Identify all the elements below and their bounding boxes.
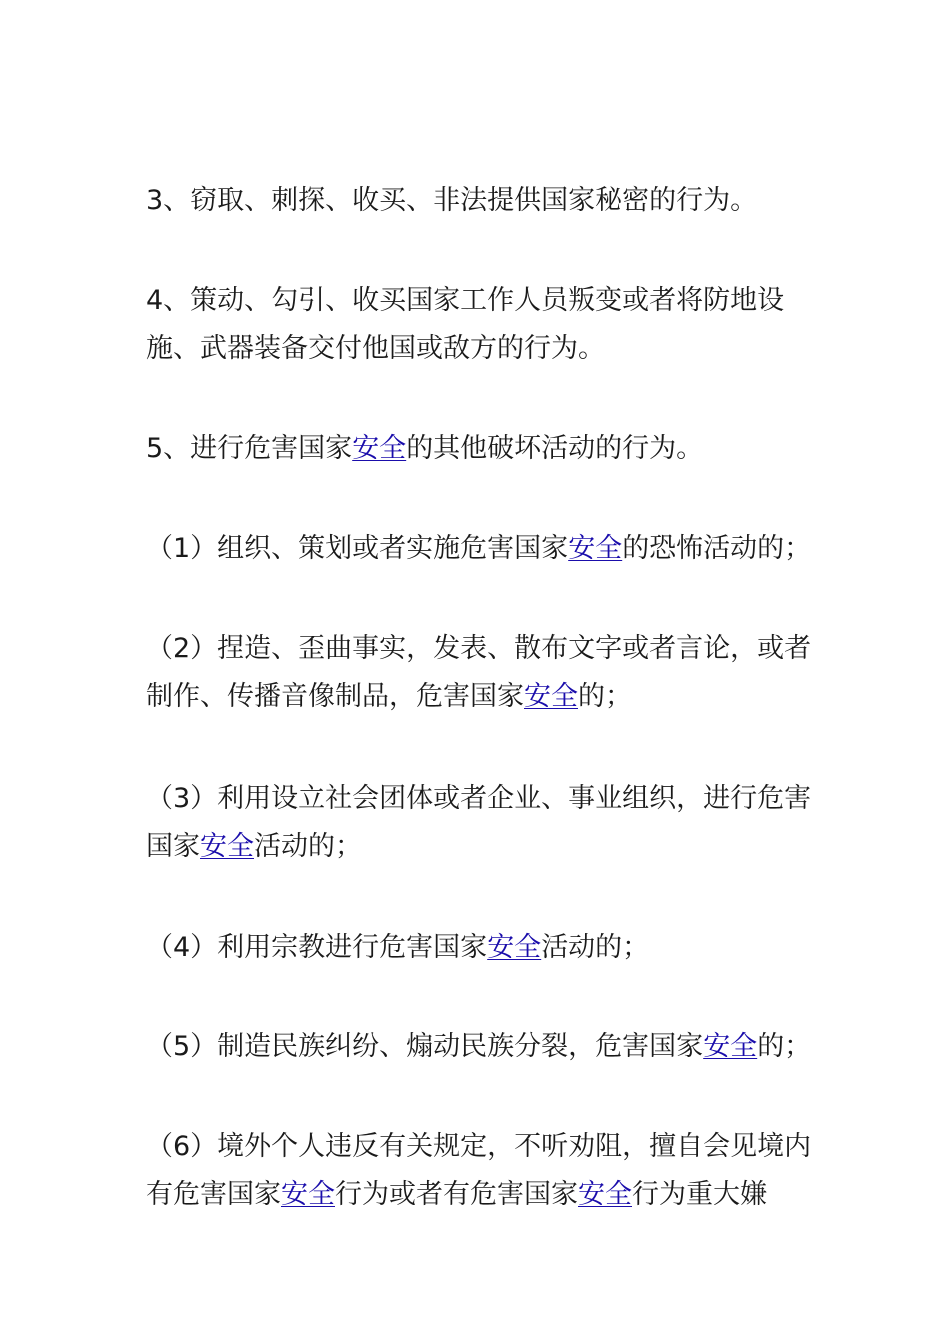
text-line [146,177,814,225]
paragraph-sub-item-4 [146,924,814,972]
text-line [146,924,814,972]
text-segment: （4）利用宗教进行危害国家 [146,932,488,963]
text-line [146,823,814,871]
text-segment: 行为或者有危害国家 [335,1179,578,1210]
security-link[interactable]: 安全 [568,533,623,564]
paragraph-sub-item-2 [146,625,814,721]
text-segment: 国家 [146,831,200,862]
text-line [146,277,814,325]
security-link[interactable]: 安全 [352,433,407,464]
paragraph-item-3 [146,177,814,225]
security-link[interactable]: 安全 [487,932,542,963]
text-line [146,325,814,373]
text-line [146,775,814,823]
text-segment: （1）组织、策划或者实施危害国家 [146,533,569,564]
security-link[interactable]: 安全 [703,1031,758,1062]
text-line [146,525,814,573]
paragraph-sub-item-6 [146,1123,814,1219]
text-segment: 3、窃取、刺探、收买、非法提供国家秘密的行为。 [146,185,758,216]
text-line [146,425,814,473]
text-segment: （2）捏造、歪曲事实，发表、散布文字或者言论，或者 [146,633,812,664]
security-link[interactable]: 安全 [200,831,254,862]
text-segment: 活动的； [254,831,362,862]
text-segment: 施、武器装备交付他国或敌方的行为。 [146,333,605,364]
text-segment: （6）境外个人违反有关规定，不听劝阻，擅自会见境内 [146,1131,812,1162]
paragraph-item-5 [146,425,814,473]
paragraph-sub-item-3 [146,775,814,871]
text-segment: 有危害国家 [146,1179,281,1210]
text-line [146,625,814,673]
text-segment: 制作、传播音像制品，危害国家 [146,681,524,712]
text-segment: （3）利用设立社会团体或者企业、事业组织，进行危害 [146,783,812,814]
text-line [146,673,814,721]
text-segment: 的恐怖活动的； [622,533,812,564]
paragraph-sub-item-5 [146,1023,814,1071]
text-segment: 4、策动、勾引、收买国家工作人员叛变或者将防地设 [146,285,785,316]
security-link[interactable]: 安全 [578,1179,632,1210]
text-segment: 5、进行危害国家 [146,433,353,464]
text-segment: 的； [578,681,632,712]
text-line [146,1023,814,1071]
security-link[interactable]: 安全 [524,681,578,712]
paragraph-item-4 [146,277,814,373]
text-line [146,1123,814,1171]
text-segment: 行为重大嫌 [632,1179,767,1210]
text-line [146,1171,814,1219]
text-segment: 的其他破坏活动的行为。 [406,433,704,464]
security-link[interactable]: 安全 [281,1179,335,1210]
paragraph-sub-item-1 [146,525,814,573]
text-segment: 的； [757,1031,812,1062]
text-segment: 活动的； [541,932,650,963]
text-segment: （5）制造民族纠纷、煽动民族分裂，危害国家 [146,1031,704,1062]
